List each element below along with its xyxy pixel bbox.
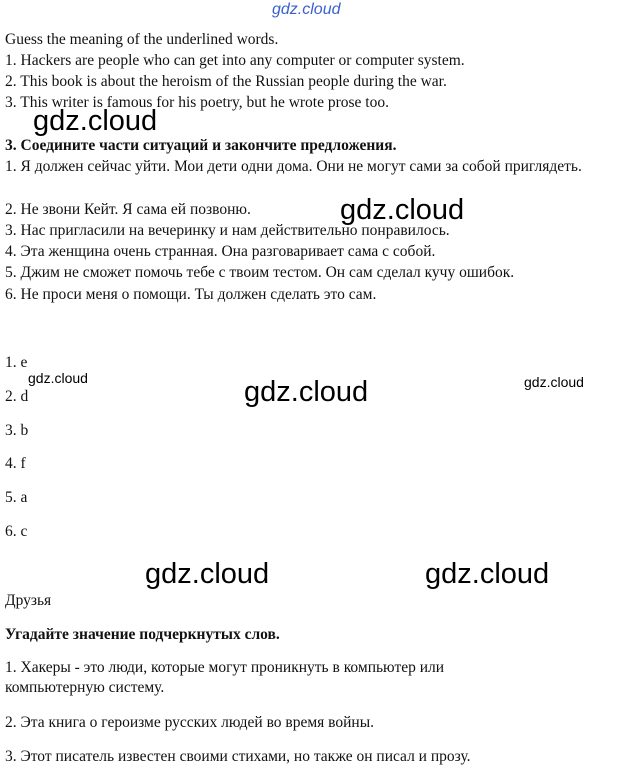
section3-item: 2. Эта книга о героизме русских людей во время войны. xyxy=(5,714,375,731)
watermark-top: gdz.cloud xyxy=(272,1,341,18)
answer-item: 1. e xyxy=(5,354,28,371)
section1-item: 3. This writer is famous for his poetry, but he wrote prose too. xyxy=(5,94,389,111)
watermark: gdz.cloud xyxy=(524,374,584,390)
answer-item: 5. a xyxy=(5,489,28,506)
watermark: gdz.cloud xyxy=(244,376,369,408)
watermark: gdz.cloud xyxy=(28,370,88,386)
section1-item: 2. This book is about the heroism of the Russian people during the war. xyxy=(5,73,447,90)
section3-item: 3. Этот писатель известен своими стихами, но также он писал и прозу. xyxy=(5,748,471,765)
section2-item: 3. Нас пригласили на вечеринку и нам действительно понравилось. xyxy=(5,222,450,239)
section2-item: 1. Я должен сейчас уйти. Мои дети одни дома. Они не могут сами за собой приглядеть. xyxy=(5,158,582,175)
section3-heading: Друзья xyxy=(5,592,52,609)
section3-item: 1. Хакеры - это люди, которые могут проникнуть в компьютер или компьютерную систему. xyxy=(5,659,445,696)
section2-item: 6. Не проси меня о помощи. Ты должен сделать это сам. xyxy=(5,286,377,303)
section2-item: 2. Не звони Кейт. Я сама ей позвоню. xyxy=(5,201,251,218)
section2-item: 4. Эта женщина очень странная. Она разговаривает сама с собой. xyxy=(5,243,436,260)
answer-item: 4. f xyxy=(5,455,26,472)
answer-item: 2. d xyxy=(5,388,29,405)
section2-title: 3. Соедините части ситуаций и закончите предложения. xyxy=(5,137,397,154)
watermark: gdz.cloud xyxy=(33,105,158,137)
section3-title: Угадайте значение подчеркнутых слов. xyxy=(5,626,280,643)
watermark: gdz.cloud xyxy=(425,558,550,590)
watermark: gdz.cloud xyxy=(145,558,270,590)
section2-item: 5. Джим не сможет помочь тебе с твоим тестом. Он сам сделал кучу ошибок. xyxy=(5,264,515,281)
watermark: gdz.cloud xyxy=(340,194,465,226)
answer-item: 6. c xyxy=(5,523,28,540)
section1-item: 1. Hackers are people who can get into any computer or computer system. xyxy=(5,52,465,69)
section1-title: Guess the meaning of the underlined words. xyxy=(5,31,279,48)
answer-item: 3. b xyxy=(5,422,29,439)
